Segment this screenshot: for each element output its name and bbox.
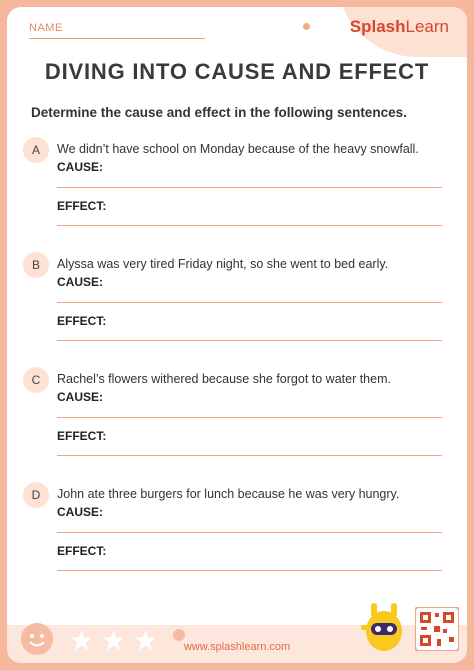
question-text: John ate three burgers for lunch because he was very hungry.: [57, 487, 400, 501]
question-letter: B: [23, 252, 49, 278]
question-letter: A: [23, 137, 49, 163]
mascot-icon: [359, 595, 409, 655]
cause-answer-line[interactable]: [57, 417, 442, 418]
name-label: NAME: [29, 22, 63, 34]
question-letter: C: [23, 367, 49, 393]
question-c: [23, 367, 453, 467]
cause-answer-line[interactable]: [57, 187, 442, 188]
question-a: [23, 137, 453, 237]
question-text: Rachel’s flowers withered because she forgot to water them.: [57, 372, 391, 386]
cause-label: CAUSE:: [57, 390, 104, 404]
effect-answer-line[interactable]: [57, 455, 442, 456]
effect-answer-line[interactable]: [57, 340, 442, 341]
star-icon: ★: [101, 625, 127, 656]
effect-answer-line[interactable]: [57, 225, 442, 226]
effect-answer-line[interactable]: [57, 570, 442, 571]
effect-label: EFFECT:: [57, 314, 107, 328]
decor-dot: [303, 23, 310, 30]
cause-label: CAUSE:: [57, 275, 104, 289]
worksheet-title: DIVING INTO CAUSE AND EFFECT: [44, 59, 430, 84]
cause-answer-line[interactable]: [57, 302, 442, 303]
effect-label: EFFECT:: [57, 429, 107, 443]
worksheet: [7, 7, 467, 663]
star-icon: ★: [69, 625, 95, 656]
decor-dot: [173, 629, 185, 641]
question-text: Alyssa was very tired Friday night, so she went to bed early.: [57, 257, 389, 271]
name-field[interactable]: [29, 22, 209, 39]
footer-url: www.splashlearn.com: [183, 641, 291, 653]
question-b: [23, 252, 453, 352]
splashlearn-logo: [350, 17, 449, 37]
cause-answer-line[interactable]: [57, 532, 442, 533]
name-line: [29, 38, 205, 39]
question-letter: D: [23, 482, 49, 508]
question-d: [23, 482, 453, 582]
qr-code-icon: [415, 607, 459, 651]
logo-bold: Splash: [349, 17, 406, 36]
effect-label: EFFECT:: [57, 199, 107, 213]
cause-label: CAUSE:: [57, 160, 104, 174]
effect-label: EFFECT:: [57, 544, 107, 558]
logo-light: Learn: [405, 17, 449, 36]
cause-label: CAUSE:: [57, 505, 104, 519]
star-icon: ★: [133, 625, 159, 656]
question-text: We didn’t have school on Monday because of the heavy snowfall.: [57, 142, 419, 156]
instructions: Determine the cause and effect in the following sentences.: [31, 105, 407, 120]
